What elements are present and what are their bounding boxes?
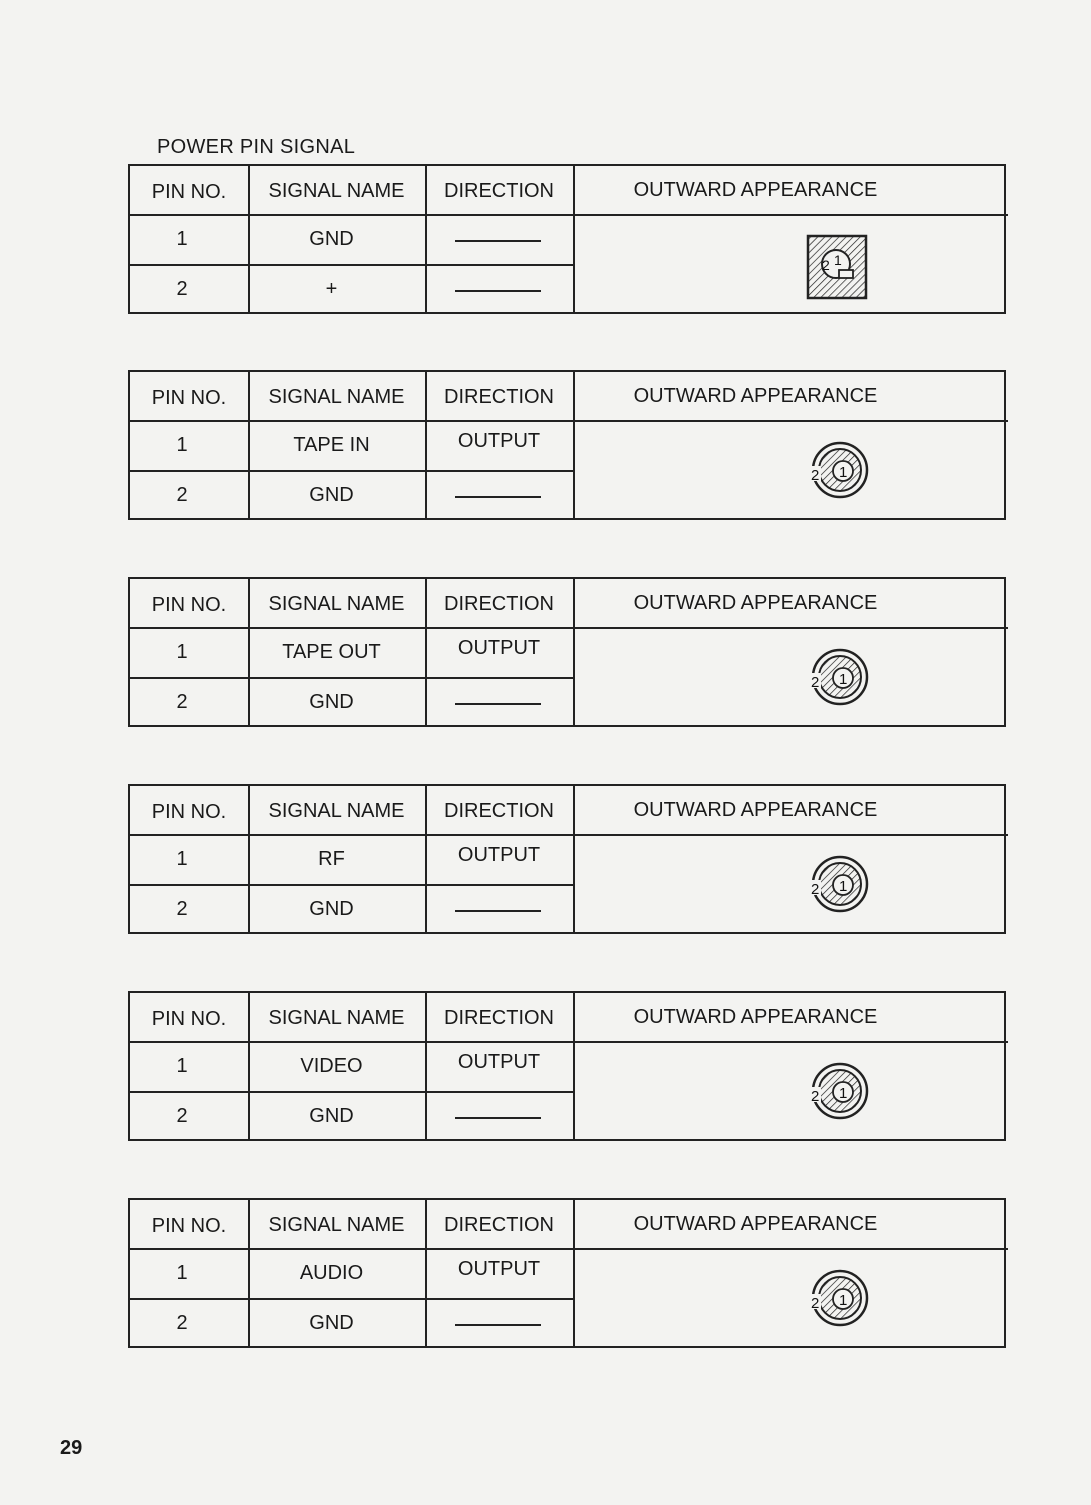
header-pin-no: PIN NO. — [151, 1008, 227, 1030]
pin-number: 1 — [176, 1055, 188, 1077]
connector-pin1-label: 1 — [834, 252, 842, 268]
signal-name: VIDEO — [300, 1055, 363, 1077]
connector-pin2-label: 2 — [811, 881, 820, 898]
connector-pin2-label: 2 — [811, 1088, 820, 1105]
pin-number: 2 — [176, 484, 188, 506]
direction-value: OUTPUT — [457, 430, 541, 452]
connector-pin1-label: 1 — [839, 878, 848, 895]
header-divider — [130, 1248, 1008, 1250]
connector-diagram — [808, 1266, 872, 1335]
row-divider — [130, 1298, 575, 1300]
round-jack-icon — [808, 645, 872, 709]
header-pin-no: PIN NO. — [151, 594, 227, 616]
direction-none-dash — [455, 1117, 541, 1119]
page-heading: POWER PIN SIGNAL — [157, 136, 356, 158]
round-jack-icon — [808, 438, 872, 502]
header-direction: DIRECTION — [444, 1007, 554, 1029]
connector-pin1-label: 1 — [839, 1085, 848, 1102]
pin-table — [128, 1198, 1006, 1348]
row-divider — [130, 1091, 575, 1093]
signal-name: + — [325, 278, 338, 300]
pin-number: 2 — [176, 898, 188, 920]
round-jack-icon — [808, 1059, 872, 1123]
signal-name: RF — [318, 848, 345, 870]
direction-none-dash — [455, 910, 541, 912]
header-outward-appearance: OUTWARD APPEARANCE — [633, 1006, 878, 1028]
header-pin-no: PIN NO. — [151, 387, 227, 409]
header-divider — [130, 627, 1008, 629]
connector-pin1-label: 1 — [839, 671, 848, 688]
direction-none-dash — [455, 290, 541, 292]
direction-none-dash — [455, 496, 541, 498]
header-outward-appearance: OUTWARD APPEARANCE — [633, 385, 878, 407]
direction-value: OUTPUT — [457, 637, 541, 659]
header-divider — [130, 420, 1008, 422]
signal-name: GND — [309, 484, 354, 506]
row-divider — [130, 470, 575, 472]
connector-pin1-label: 1 — [839, 464, 848, 481]
direction-none-dash — [455, 240, 541, 242]
connector-diagram — [808, 852, 872, 921]
signal-name: GND — [309, 898, 354, 920]
row-divider — [130, 264, 575, 266]
pin-number: 1 — [176, 848, 188, 870]
header-direction: DIRECTION — [444, 180, 554, 202]
header-signal-name: SIGNAL NAME — [268, 800, 405, 822]
header-signal-name: SIGNAL NAME — [268, 1214, 405, 1236]
pin-number: 2 — [176, 1312, 188, 1334]
connector-diagram — [806, 234, 868, 305]
round-jack-icon — [808, 1266, 872, 1330]
round-jack-icon — [808, 852, 872, 916]
header-signal-name: SIGNAL NAME — [268, 1007, 405, 1029]
pin-table — [128, 577, 1006, 727]
connector-diagram — [808, 438, 872, 507]
header-divider — [130, 214, 1008, 216]
signal-name: GND — [309, 691, 354, 713]
signal-name: GND — [309, 1105, 354, 1127]
header-divider — [130, 834, 1008, 836]
signal-name: AUDIO — [299, 1262, 364, 1284]
direction-value: OUTPUT — [457, 844, 541, 866]
pin-table — [128, 784, 1006, 934]
signal-name: GND — [309, 228, 354, 250]
header-divider — [130, 1041, 1008, 1043]
header-outward-appearance: OUTWARD APPEARANCE — [633, 179, 878, 201]
connector-pin2-label: 2 — [811, 1295, 820, 1312]
header-signal-name: SIGNAL NAME — [268, 386, 405, 408]
header-pin-no: PIN NO. — [151, 801, 227, 823]
connector-pin2-label: 2 — [811, 467, 820, 484]
pin-number: 1 — [176, 228, 188, 250]
connector-pin2-label: 2 — [811, 674, 820, 691]
pin-table — [128, 370, 1006, 520]
pin-number: 2 — [176, 691, 188, 713]
connector-diagram — [808, 645, 872, 714]
connector-diagram — [808, 1059, 872, 1128]
header-direction: DIRECTION — [444, 800, 554, 822]
header-direction: DIRECTION — [444, 1214, 554, 1236]
header-direction: DIRECTION — [444, 593, 554, 615]
power-socket-icon — [806, 234, 868, 300]
signal-name: TAPE OUT — [282, 641, 381, 663]
signal-name: GND — [309, 1312, 354, 1334]
header-pin-no: PIN NO. — [151, 181, 227, 203]
signal-name: TAPE IN — [293, 434, 370, 456]
direction-none-dash — [455, 1324, 541, 1326]
pin-table — [128, 991, 1006, 1141]
header-outward-appearance: OUTWARD APPEARANCE — [633, 592, 878, 614]
pin-number: 1 — [176, 1262, 188, 1284]
pin-number: 2 — [176, 278, 188, 300]
header-signal-name: SIGNAL NAME — [268, 180, 405, 202]
row-divider — [130, 677, 575, 679]
connector-pin1-label: 1 — [839, 1292, 848, 1309]
connector-pin2-label: 2 — [822, 257, 830, 273]
direction-none-dash — [455, 703, 541, 705]
header-signal-name: SIGNAL NAME — [268, 593, 405, 615]
row-divider — [130, 884, 575, 886]
pin-number: 1 — [176, 434, 188, 456]
direction-value: OUTPUT — [457, 1051, 541, 1073]
header-direction: DIRECTION — [444, 386, 554, 408]
header-outward-appearance: OUTWARD APPEARANCE — [633, 799, 878, 821]
pin-table — [128, 164, 1006, 314]
direction-value: OUTPUT — [457, 1258, 541, 1280]
pin-number: 2 — [176, 1105, 188, 1127]
page-number: 29 — [60, 1437, 83, 1459]
header-pin-no: PIN NO. — [151, 1215, 227, 1237]
pin-number: 1 — [176, 641, 188, 663]
header-outward-appearance: OUTWARD APPEARANCE — [633, 1213, 878, 1235]
